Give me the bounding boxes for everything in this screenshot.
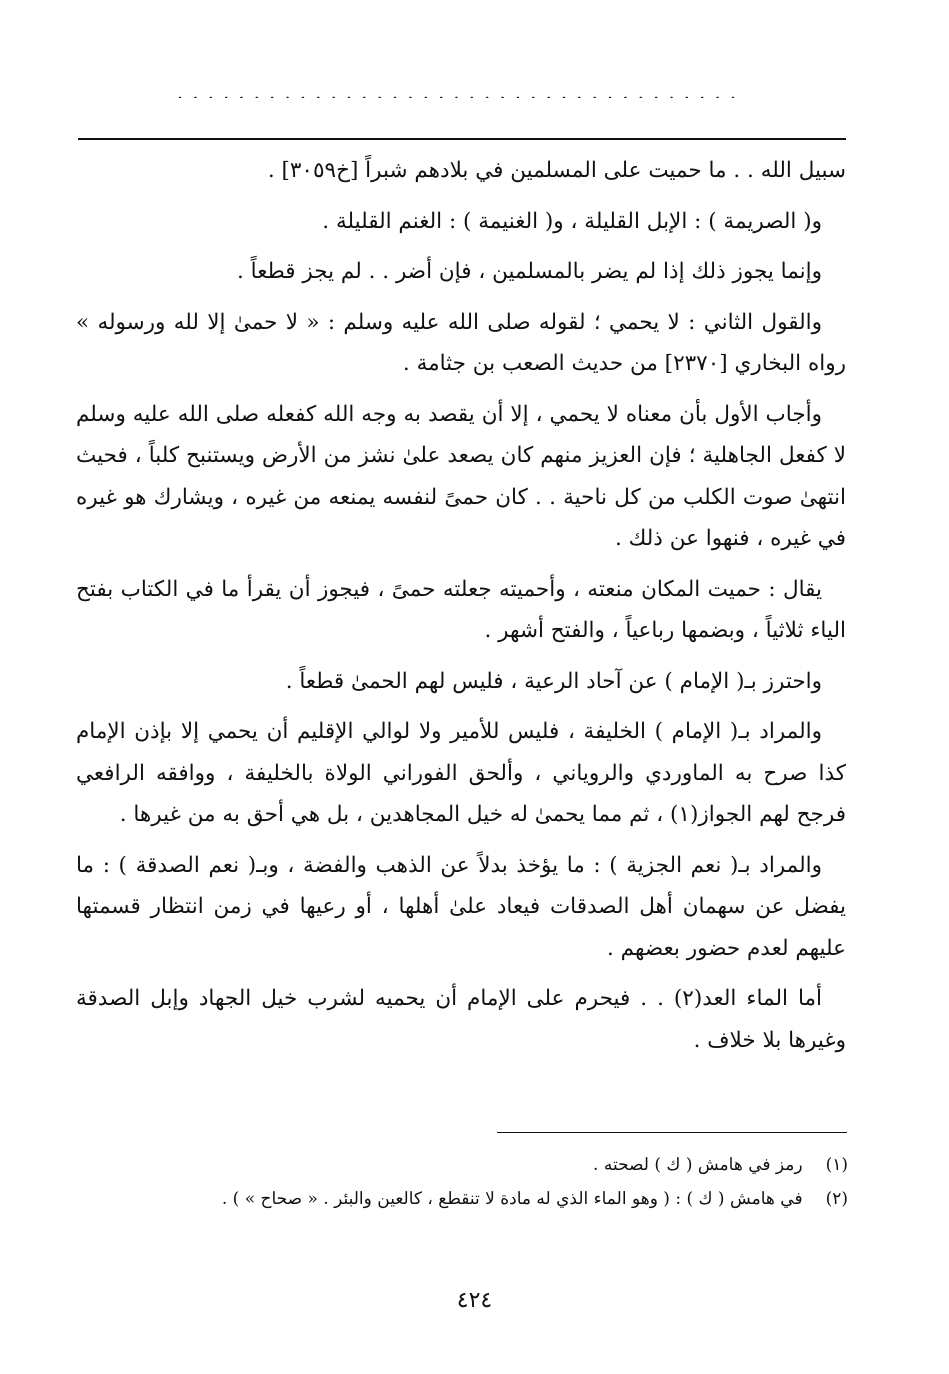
footnote-text: رمز في هامش ( ك ) لصحته . <box>593 1155 803 1175</box>
footnotes <box>100 1148 848 1216</box>
paragraph-9: والمراد بـ( نعم الجزية ) : ما يؤخذ بدلاً عن الذهب والفضة ، وبـ( نعم الصدقة ) : ما يفضل عن سهمان أهل الصدقات فيعاد علىٰ أهلها ، أو رعيها في زمن انتظار قسمتها عليهم لعدم حضور بعضهم . <box>76 852 846 961</box>
paragraph-4: والقول الثاني : لا يحمي ؛ لقوله صلى الله عليه وسلم : « لا حمىٰ إلا لله ورسوله » رواه البخاري [٢٣٧٠] من حديث الصعب بن جثامة . <box>76 309 846 376</box>
footnote-divider <box>497 1132 847 1133</box>
page-number: ٤٢٤ <box>456 1288 493 1313</box>
footnote-1 <box>100 1148 848 1182</box>
paragraph-5: وأجاب الأول بأن معناه لا يحمي ، إلا أن يقصد به وجه الله كفعله صلى الله عليه وسلم لا كفعل الجاهلية ؛ فإن العزيز منهم كان يصعد علىٰ نشز من الأرض ويستنبح كلباً ، فحيث انتهىٰ صوت الكلب من كل ناحية . . كان حمىً لنفسه يمنعه من غيره ، ويشارك هو غيره في غيره ، فنهوا عن ذلك . <box>76 401 846 551</box>
header-divider <box>78 138 846 140</box>
paragraph-3: وإنما يجوز ذلك إذا لم يضر بالمسلمين ، فإن أضر . . لم يجز قطعاً . <box>237 259 822 284</box>
main-text <box>76 150 846 1070</box>
footnote-2 <box>100 1182 848 1216</box>
paragraph-2: و( الصريمة ) : الإبل القليلة ، و( الغنيمة ) : الغنم القليلة . <box>322 208 822 234</box>
footnote-number: (١) <box>825 1155 848 1175</box>
footnote-text: في هامش ( ك ) : ( وهو الماء الذي له مادة لا تنقطع ، كالعين والبئر . « صحاح » ) . <box>221 1189 803 1209</box>
footnote-number: (٢) <box>825 1189 848 1209</box>
paragraph-10: أما الماء العد(٢) . . فيحرم على الإمام أن يحميه لشرب خيل الجهاد وإبل الصدقة وغيرها بلا خلاف . <box>76 986 846 1053</box>
paragraph-8: والمراد بـ( الإمام ) الخليفة ، فليس للأمير ولا لوالي الإقليم أن يحمي إلا بإذن الإمام كذا صرح به الماوردي والروياني ، وألحق الفوراني الولاة بالخليفة ، ووافقه الرافعي فرجح لهم الجواز(١) ، ثم مما يحمىٰ له خيل المجاهدين ، بل هي أحق به من غيرها . <box>76 719 846 827</box>
paragraph-6: يقال : حميت المكان منعته ، وأحميته جعلته حمىً ، فيجوز أن يقرأ ما في الكتاب بفتح الياء ثلاثياً ، وبضمها رباعياً ، والفتح أشهر . <box>76 576 846 643</box>
paragraph-7: واحترز بـ( الإمام ) عن آحاد الرعية ، فليس لهم الحمىٰ قطعاً . <box>285 668 822 694</box>
header-dot-leader: ..................................... <box>176 86 746 98</box>
paragraph-1: سبيل الله . . ما حميت على المسلمين في بلادهم شبراً [خ٣٠٥٩] . <box>267 158 846 183</box>
